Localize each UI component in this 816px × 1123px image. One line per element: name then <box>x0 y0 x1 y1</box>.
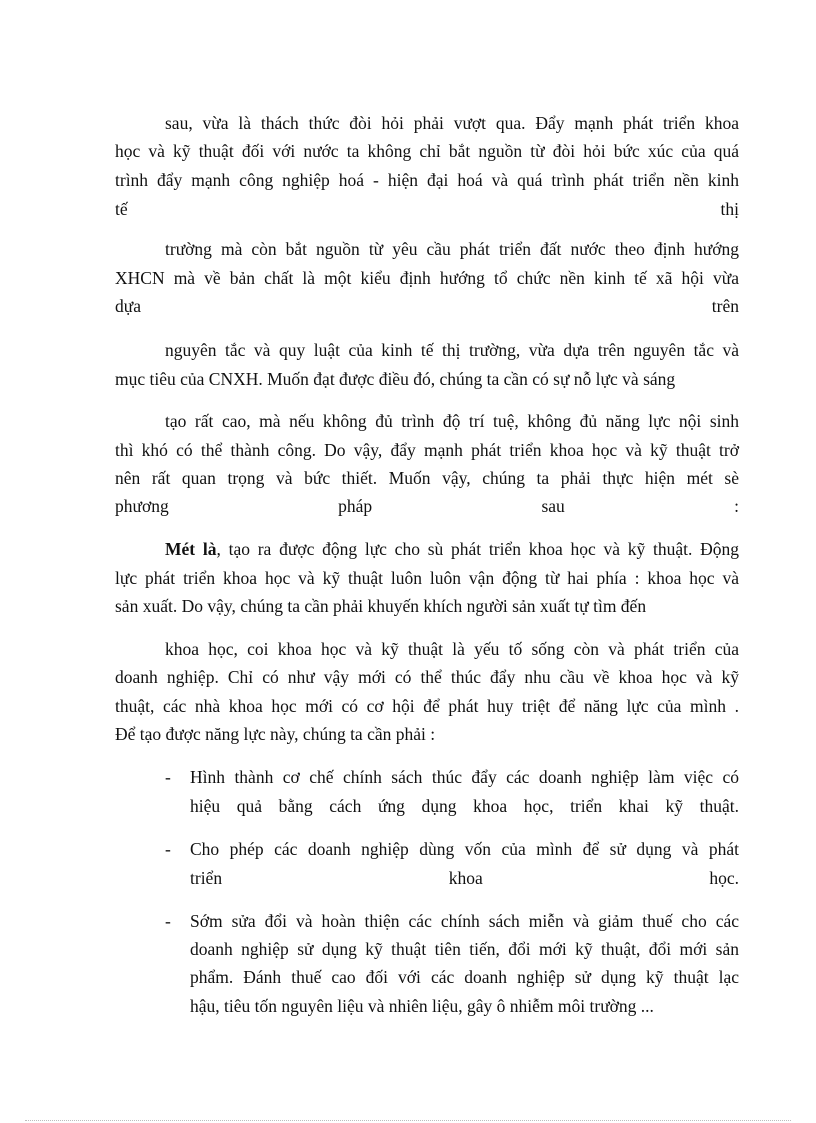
paragraph-line: phương pháp sau : <box>115 496 739 516</box>
paragraph-line: sau, vừa là thách thức đòi hỏi phải vượt qua. Đẩy mạnh phát triển khoa <box>165 113 739 133</box>
paragraph-line: khoa học, coi khoa học và kỹ thuật là yếu tố sống còn và phát triển của <box>165 639 739 659</box>
paragraph-line: dựa trên <box>115 296 739 316</box>
bold-lead: Mét là <box>165 539 217 559</box>
paragraph-line: thuật, các nhà khoa học mới có cơ hội để phát huy triệt để năng lực của mình . <box>115 696 739 716</box>
list-item-line: Sớm sửa đổi và hoàn thiện các chính sách miễn và giảm thuế cho các <box>190 911 739 931</box>
paragraph-line: tế thị <box>115 199 739 219</box>
list-item-line: phẩm. Đánh thuế cao đối với các doanh nghiệp sử dụng kỹ thuật lạc <box>190 967 739 987</box>
bullet-marker: - <box>165 839 171 859</box>
paragraph-line: doanh nghiệp. Chỉ có như vậy mới có thể thúc đẩy nhu cầu về khoa học và kỹ <box>115 667 739 687</box>
bullet-marker: - <box>165 911 171 931</box>
paragraph-line: nguyên tắc và quy luật của kinh tế thị trường, vừa dựa trên nguyên tắc và <box>165 340 739 360</box>
paragraph-line: tạo rất cao, mà nếu không đủ trình độ trí tuệ, không đủ năng lực nội sinh <box>165 411 739 431</box>
paragraph-line: mục tiêu của CNXH. Muốn đạt được điều đó, chúng ta cần có sự nỗ lực và sáng <box>115 369 676 389</box>
list-item-line: hậu, tiêu tốn nguyên liệu và nhiên liệu, gây ô nhiễm môi trường ... <box>190 996 654 1016</box>
list-item-line: doanh nghiệp sử dụng kỹ thuật tiên tiến, đổi mới kỹ thuật, đổi mới sản <box>190 939 739 959</box>
list-item-line: hiệu quả bằng cách ứng dụng khoa học, triển khai kỹ thuật. <box>190 796 739 816</box>
paragraph-text: , tạo ra được động lực cho sù phát triển khoa học và kỹ thuật. Động <box>216 539 739 559</box>
list-item-line: Cho phép các doanh nghiệp dùng vốn của mình để sử dụng và phát <box>190 839 739 859</box>
paragraph-line <box>165 538 739 560</box>
bullet-marker: - <box>165 767 171 787</box>
paragraph-line: lực phát triển khoa học và kỹ thuật luôn luôn vận động từ hai phía : khoa học và <box>115 568 739 588</box>
paragraph-line: trình đẩy mạnh công nghiệp hoá - hiện đại hoá và quá trình phát triển nền kinh <box>115 170 739 190</box>
list-item-line: Hình thành cơ chế chính sách thúc đẩy các doanh nghiệp làm việc có <box>190 767 739 787</box>
list-item-line: triển khoa học. <box>190 868 739 888</box>
paragraph-line: sản xuất. Do vậy, chúng ta cần phải khuyến khích người sản xuất tự tìm đến <box>115 596 647 616</box>
paragraph-line: học và kỹ thuật đối với nước ta không chỉ bắt nguồn từ đòi hỏi bức xúc của quá <box>115 141 739 161</box>
paragraph-line: nên rất quan trọng và bức thiết. Muốn vậy, chúng ta phải thực hiện mét sè <box>115 468 739 488</box>
page-bottom-rule <box>25 1120 791 1121</box>
paragraph-line: XHCN mà về bản chất là một kiểu định hướng tổ chức nền kinh tế xã hội vừa <box>115 268 739 288</box>
paragraph-line: Để tạo được năng lực này, chúng ta cần phải : <box>115 724 436 744</box>
paragraph-line: trường mà còn bắt nguồn từ yêu cầu phát triển đất nước theo định hướng <box>165 239 739 259</box>
paragraph-line: thì khó có thể thành công. Do vậy, đẩy mạnh phát triển khoa học và kỹ thuật trở <box>115 440 739 460</box>
